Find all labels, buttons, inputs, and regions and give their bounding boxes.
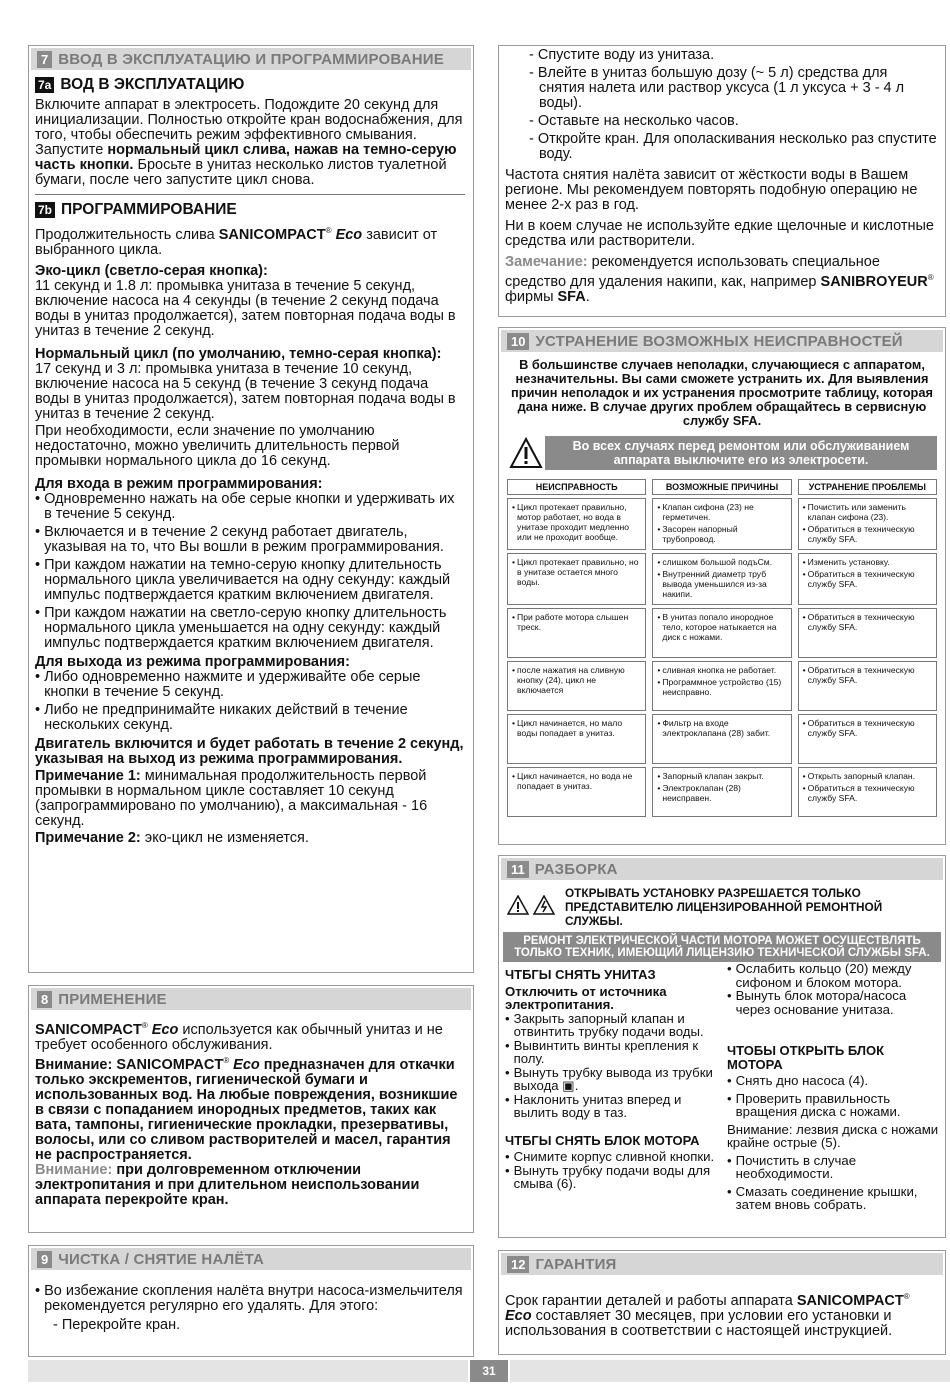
list-item: • Наклонить унитаз вперед и вылить воду в таз.	[505, 1091, 682, 1120]
table-cell	[798, 714, 937, 764]
list-item: • Вынуть трубку вывода из трубки выхода ▣.	[505, 1064, 713, 1093]
troubleshooting-table	[501, 476, 943, 820]
footer-strip	[510, 1360, 950, 1382]
column-header: УСТРАНЕНИЕ ПРОБЛЕМЫ	[798, 479, 937, 495]
table-cell	[798, 608, 937, 658]
list-item: • Одновременно нажать на обе серые кнопки и удерживать их в течение 5 секунд.	[35, 490, 455, 522]
cell-item: • Внутренний диаметр труб вывода уменьшился из-за накипи.	[657, 569, 767, 599]
eco-cycle-heading: Эко-цикл (светло-серая кнопка):	[35, 262, 268, 279]
column-header: НЕИСПРАВНОСТЬ	[507, 479, 646, 495]
list-item: • Проверить правильность вращения диска с ножами.	[727, 1090, 901, 1119]
list-item: - Перекройте кран.	[53, 1317, 181, 1333]
subsection-number: 7b	[35, 202, 55, 218]
subsection-title: ВОД В ЭКСПЛУАТАЦИЮ	[60, 76, 245, 93]
table-cell	[652, 553, 791, 605]
table-cell	[652, 498, 791, 550]
section-12	[498, 1250, 946, 1355]
remove-toilet-heading: ЧТБГЫ СНЯТЬ УНИТАЗ	[505, 967, 656, 982]
usage-warning: Внимание: SANICOMPACT® Eco предназначен для откачки только экскрементов, гигиенической бумаги и использованных вод. На любые повреждения, возникшие в связи с попаданием инородных предметов, таких как вата, тампоны, гигиенические прокладки, презервативы, волосы, или со сливом растворителей и масел, гарантия не распространяется.	[35, 1055, 458, 1163]
cell-item: • Обратиться в техническую службу SFA.	[802, 524, 915, 544]
section-title: УСТРАНЕНИЕ ВОЗМОЖНЫХ НЕИСПРАВНОСТЕЙ	[535, 332, 903, 350]
subsection-7b-header	[35, 201, 465, 219]
table-row	[507, 661, 937, 711]
table-cell	[507, 608, 646, 658]
disassembly-warning	[507, 886, 937, 928]
table-cell	[652, 608, 791, 658]
cell-item: • Цикл начинается, но вода не попадает в унитаз.	[512, 771, 633, 791]
power-warning	[507, 436, 937, 470]
usage-warning-2: Внимание: при долговременном отключении электропитания и при длительном неиспользовании аппарата перекройте кран.	[35, 1161, 420, 1208]
table-cell	[507, 553, 646, 605]
section-9-continued	[498, 45, 946, 317]
subsection-number: 7a	[35, 77, 54, 93]
list-item: • Закрыть запорный клапан и отвинтить трубку подачи воды.	[505, 1010, 704, 1039]
table-row	[507, 553, 937, 605]
electric-hazard-icon	[533, 895, 555, 920]
cell-item: • Клапан сифона (23) не герметичен.	[657, 502, 754, 522]
cell-item: • Обратиться в техническую службу SFA.	[802, 569, 915, 589]
cell-item: • сливная кнопка не работает.	[657, 665, 777, 675]
table-cell	[507, 661, 646, 711]
exit-programming-heading: Для выхода из режима программирования:	[35, 653, 350, 670]
normal-cycle	[35, 347, 465, 422]
table-row	[507, 714, 937, 764]
list-item: - Оставьте на несколько часов.	[529, 113, 739, 129]
section-9	[28, 1245, 474, 1357]
cell-item: • Запорный клапан закрыт.	[657, 771, 764, 781]
section-9-header	[31, 1248, 471, 1270]
list-item: - Откройте кран. Для ополаскивания несколько раз спустите воду.	[529, 131, 937, 162]
table-row	[507, 767, 937, 817]
warning-icon	[507, 895, 529, 920]
remove-motor-heading: ЧТБГЫ СНЯТЬ БЛОК МОТОРА	[505, 1132, 700, 1148]
disassembly-columns	[505, 961, 939, 1212]
section-title: РАЗБОРКА	[534, 860, 618, 878]
usage-paragraph: SANICOMPACT® Eco используется как обычный унитаз и не требует особенного обслуживания.	[35, 1021, 443, 1053]
table-cell	[798, 553, 937, 605]
cell-item: • При работе мотора слышен треск.	[512, 612, 629, 632]
section-7-header	[31, 48, 471, 70]
cell-item: • Открыть запорный клапан.	[802, 771, 916, 781]
cell-item: • Изменить установку.	[802, 557, 890, 567]
cell-item: • Электроклапан (28) неисправен.	[657, 783, 741, 803]
remove-toilet-subheading: Отключить от источника электропитания.	[505, 983, 667, 1012]
section-10-header	[501, 330, 943, 352]
electrical-repair-note: РЕМОНТ ЭЛЕКТРИЧЕСКОЙ ЧАСТИ МОТОРА МОЖЕТ ОСУЩЕСТВЛЯТЬ ТОЛЬКО ТЕХНИК, ИМЕЮЩИЙ ЛИЦЕНЗИЮ ТЕХНИЧЕСКОЙ СЛУЖБЫ SFA.	[503, 932, 941, 962]
subsection-7a-header	[35, 76, 465, 94]
descaling-frequency: Частота снятия налёта зависит от жёсткости воды в Вашем регионе. Мы рекомендуем повторять подобную операцию не менее 2-х раз в год.	[505, 167, 918, 213]
descaling-caution: Ни в коем случае не используйте едкие щелочные и кислотные средства или растворители.	[505, 218, 934, 249]
normal-cycle-extra: При необходимости, если значение по умолчанию недостаточно, можно увеличить длительность первой промывки нормального цикла до 16 секунд.	[35, 422, 400, 469]
table-cell	[652, 661, 791, 711]
table-cell	[507, 767, 646, 817]
section-11-header	[501, 858, 943, 880]
list-item: • Снять дно насоса (4).	[727, 1073, 869, 1088]
page-number: 31	[470, 1360, 508, 1382]
section-number: 11	[507, 861, 529, 878]
section-10	[498, 327, 946, 845]
table-cell	[652, 767, 791, 817]
list-item: • Ослабить кольцо (20) между сифоном и блоком мотора.	[727, 961, 912, 990]
cell-item: • Цикл протекает правильно, мотор работает, но вода в унитазе проходит медленно или не проходит вообще.	[512, 502, 630, 542]
list-item: • Либо одновременно нажмите и удерживайте обе серые кнопки в течение 5 секунд.	[35, 668, 421, 700]
list-item: - Влейте в унитаз большую дозу (~ 5 л) средства для снятия налета или раствор уксуса (1 л уксуса + 3 - 4 л воды).	[529, 65, 905, 111]
section-title: ВВОД В ЭКСПЛУАТАЦИЮ И ПРОГРАММИРОВАНИЕ	[58, 50, 444, 68]
section-number: 12	[507, 1256, 529, 1273]
descaling-intro: • Во избежание скопления налёта внутри насоса-измельчителя рекомендуется регулярно его удалять. Для этого: - Перекройте кран.	[35, 1284, 465, 1333]
list-item: • Почистить в случае необходимости.	[727, 1152, 857, 1181]
section-number: 7	[37, 51, 52, 68]
section-title: ГАРАНТИЯ	[535, 1255, 617, 1273]
cell-item: • Почистить или заменить клапан сифона (23).	[802, 502, 906, 522]
cell-item: • Фильтр на входе электроклапана (28) забит.	[657, 718, 771, 738]
list-item: • При каждом нажатии на светло-серую кнопку длительность нормального цикла уменьшается на одну секунду: каждый импульс подтверждается кратким включением двигателя.	[35, 604, 447, 651]
list-item: - Спустите воду из унитаза.	[529, 47, 715, 63]
section-11	[498, 855, 946, 1238]
list-item: • Либо не предпринимайте никаких действий в течение нескольких секунд.	[35, 701, 408, 733]
disassembly-warning-text: ОТКРЫВАТЬ УСТАНОВКУ РАЗРЕШАЕТСЯ ТОЛЬКО ПРЕДСТАВИТЕЛЮ ЛИЦЕНЗИРОВАННОЙ РЕМОНТНОЙ СЛУЖБЫ.	[565, 886, 883, 928]
programming-intro: Продолжительность слива SANICOMPACT® Eco зависит от выбранного цикла.	[35, 226, 438, 258]
warning-icon	[507, 436, 545, 470]
note-2: Примечание 2: эко-цикл не изменяется.	[35, 829, 309, 846]
table-cell	[507, 714, 646, 764]
cell-item: • после нажатия на сливную кнопку (24), цикл не включается	[512, 665, 625, 695]
column-header: ВОЗМОЖНЫЕ ПРИЧИНЫ	[652, 479, 791, 495]
cell-item: • Цикл начинается, но мало воды попадает в унитаз.	[512, 718, 623, 738]
open-motor-heading: ЧТОБЫ ОТКРЫТЬ БЛОК МОТОРА	[727, 1043, 885, 1072]
list-item: • Вывинтить винты крепления к полу.	[505, 1037, 699, 1066]
section-number: 10	[507, 333, 529, 350]
table-cell	[798, 767, 937, 817]
enter-programming-heading: Для входа в режим программирования:	[35, 475, 323, 492]
descaling-remark: Замечание: рекомендуется использовать специальное средство для удаления накипи, как, например SANIBROYEUR® фирмы SFA.	[505, 254, 934, 305]
power-warning-text: Во всех случаях перед ремонтом или обслуживанием аппарата выключите его из электросети.	[545, 436, 937, 470]
cell-item: • Программное устройство (15) неисправно.	[657, 677, 782, 697]
normal-cycle-text: 17 секунд и 3 л: промывка унитаза в течение 10 секунд, включение насоса на 5 секунд (в течение 3 секунд подача воды в унитаз продолжается), затем повторная подача воды в унитаз в течение 2 секунд.	[35, 360, 456, 422]
list-item: • Вынуть трубку подачи воды для смыва (6).	[505, 1162, 711, 1191]
section-8	[28, 985, 474, 1233]
cell-item: • Засорен напорный трубопровод.	[657, 524, 738, 544]
blade-warning: Внимание: лезвия диска с ножами крайне острые (5).	[727, 1121, 939, 1150]
cell-item: • В унитаз попало инородное тело, которое натыкается на диск с ножами.	[657, 612, 777, 642]
list-item: • При каждом нажатии на темно-серую кнопку длительность нормального цикла увеличивается на одну секунду: каждый импульс подтверждается кратким включением двигателя.	[35, 556, 451, 603]
subsection-title: ПРОГРАММИРОВАНИЕ	[61, 201, 237, 218]
section-number: 8	[37, 991, 52, 1008]
cell-item: • Обратиться в техническую службу SFA.	[802, 612, 915, 632]
table-cell	[652, 714, 791, 764]
table-row	[507, 608, 937, 658]
disassembly-col-right	[727, 961, 939, 1212]
cell-item: • Обратиться в техническую службу SFA.	[802, 718, 915, 738]
startup-paragraph: Включите аппарат в электросеть. Подождите 20 секунд для инициализации. Полностью откройте кран водоснабжения, для того, чтобы обеспечить режим эффективного смывания. Запустите нормальный цикл слива, нажав на темно-серую часть кнопки. Бросьте в унитаз несколько листов туалетной бумаги, после чего запустите цикл снова.	[35, 97, 463, 188]
table-cell	[798, 498, 937, 550]
eco-cycle-text: 11 секунд и 1.8 л: промывка унитаза в течение 5 секунд, включение насоса на 4 секунды (в течение 2 секунд подача воды в унитаз продолжается), затем повторная подача воды в унитаз в течение 2 секунд.	[35, 277, 456, 339]
cell-item: • Обратиться в техническую службу SFA.	[802, 783, 915, 803]
section-12-header	[501, 1253, 943, 1275]
list-item: • Вынуть блок мотора/насоса через основание унитаза.	[727, 988, 907, 1017]
normal-cycle-heading: Нормальный цикл (по умолчанию, темно-серая кнопка):	[35, 345, 442, 362]
section-8-header	[31, 988, 471, 1010]
disassembly-col-left	[505, 968, 717, 1212]
table-cell	[507, 498, 646, 550]
section-7	[28, 45, 474, 973]
table-row	[507, 498, 937, 550]
table-cell	[798, 661, 937, 711]
note-1: Примечание 1: минимальная продолжительность первой промывки в нормальном цикле составляет 10 секунд (запрограммировано по умолчанию), а максимальная - 16 секунд.	[35, 767, 428, 829]
motor-note: Двигатель включится и будет работать в течение 2 секунд, указывая на выход из режима программирования.	[35, 735, 464, 767]
section-number: 9	[37, 1251, 52, 1268]
section-title: ЧИСТКА / СНЯТИЕ НАЛЁТА	[58, 1250, 265, 1268]
cell-item: • Обратиться в техническую службу SFA.	[802, 665, 915, 685]
divider	[35, 194, 465, 195]
warranty-text: Срок гарантии деталей и работы аппарата SANICOMPACT® Eco составляет 30 месяцев, при условии его установки и использования в соответствии с настоящей инструкцией.	[505, 1292, 910, 1339]
list-item: • Снимите корпус сливной кнопки.	[505, 1149, 715, 1164]
section-title: ПРИМЕНЕНИЕ	[58, 990, 167, 1008]
enter-programming	[35, 477, 465, 651]
footer-strip	[28, 1360, 468, 1382]
descaling-steps	[519, 48, 937, 162]
exit-programming	[35, 655, 465, 733]
troubleshooting-intro: В большинстве случаев неполадки, случающиеся с аппаратом, незначительны. Вы сами сможете устранить их. Для выявления причин неполадок и их устранения просмотрите таблицу, которая дана ниже. В случае других проблем обращайтесь в сервисную службу SFA.	[511, 357, 933, 428]
list-item: • Включается и в течение 2 секунд работает двигатель, указывая на то, что Вы вошли в режим программирования.	[35, 523, 444, 555]
cell-item: • Цикл протекает правильно, но в унитазе остается много воды.	[512, 557, 639, 587]
eco-cycle	[35, 264, 465, 339]
cell-item: • слишком большой подъСм.	[657, 557, 773, 567]
list-item: • Смазать соединение крышки, затем вновь собрать.	[727, 1183, 918, 1212]
